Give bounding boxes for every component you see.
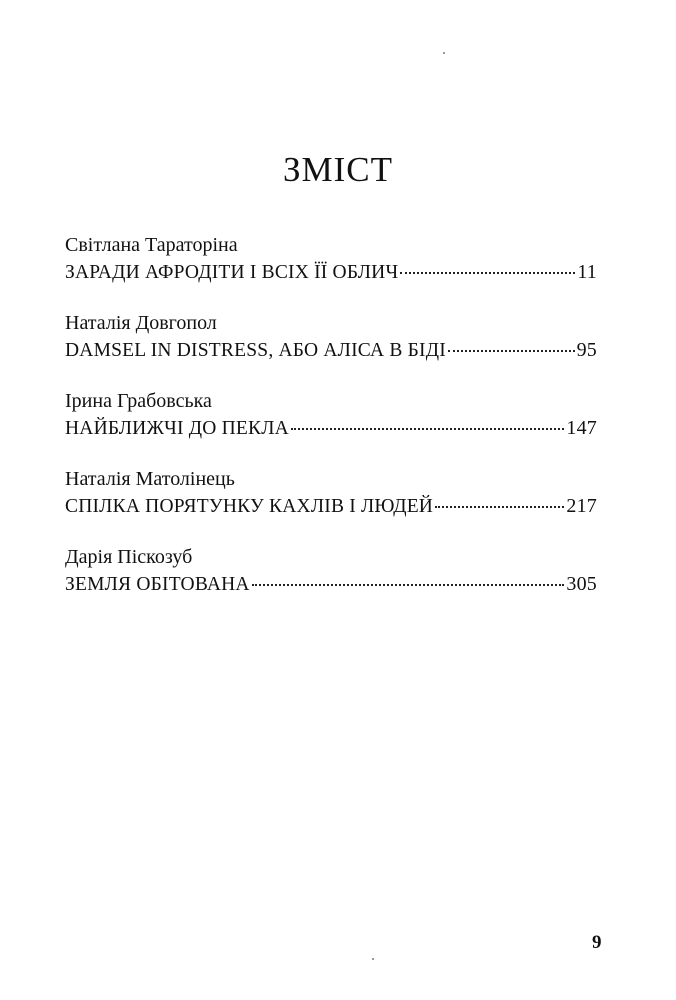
paper-speck <box>443 52 445 54</box>
paper-speck <box>372 958 374 960</box>
toc-entry <box>65 310 597 388</box>
toc-entry <box>65 466 597 544</box>
toc-entry <box>65 232 597 310</box>
toc-author: Наталія Довгопол <box>65 312 217 334</box>
toc-title: DAMSEL IN DISTRESS, АБО АЛІСА В БІДІ <box>65 340 446 361</box>
toc-title: ЗАРАДИ АФРОДІТИ І ВСІХ ЇЇ ОБЛИЧ <box>65 262 399 283</box>
toc-author: Наталія Матолінець <box>65 468 235 490</box>
toc-page-number: 217 <box>566 495 597 517</box>
toc-line <box>65 492 597 520</box>
toc-author: Ірина Грабовська <box>65 390 212 412</box>
page-title: ЗМІСТ <box>282 150 394 189</box>
toc-page-number: 305 <box>566 573 597 595</box>
toc-title: СПІЛКА ПОРЯТУНКУ КАХЛІВ І ЛЮДЕЙ <box>65 496 434 517</box>
dot-leader <box>252 584 565 586</box>
toc-title: ЗЕМЛЯ ОБІТОВАНА <box>65 574 250 595</box>
toc-author: Дарія Піскозуб <box>65 546 193 568</box>
toc-page-number: 95 <box>576 339 597 361</box>
dot-leader <box>291 428 564 430</box>
dot-leader <box>435 506 564 508</box>
toc-entry <box>65 544 597 622</box>
page-number: 9 <box>592 932 602 953</box>
toc-line <box>65 570 597 598</box>
table-of-contents <box>65 232 597 622</box>
toc-line <box>65 336 597 364</box>
dot-leader <box>448 350 575 352</box>
toc-entry <box>65 388 597 466</box>
toc-author: Світлана Тараторіна <box>65 234 238 256</box>
toc-page-number: 147 <box>566 417 597 439</box>
toc-title: НАЙБЛИЖЧІ ДО ПЕКЛА <box>65 418 289 439</box>
toc-page-number: 11 <box>577 261 597 283</box>
toc-line <box>65 414 597 442</box>
dot-leader <box>400 272 575 274</box>
toc-line <box>65 258 597 286</box>
